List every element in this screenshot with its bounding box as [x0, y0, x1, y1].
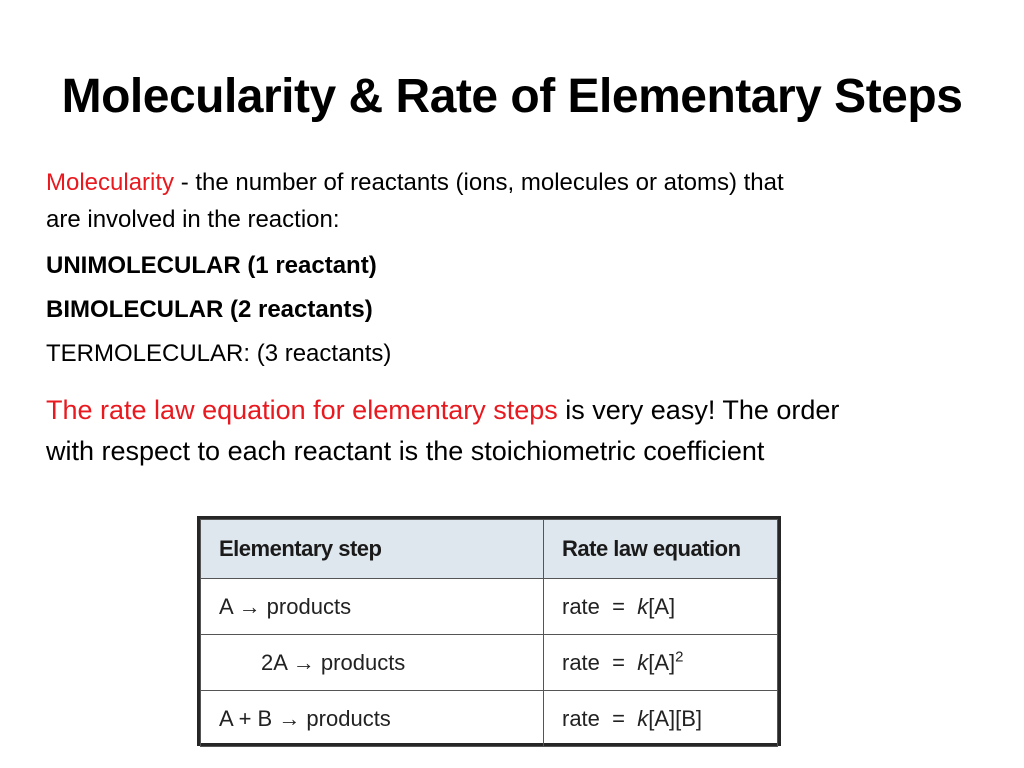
- definition-text-line2: are involved in the reaction:: [46, 206, 340, 233]
- header-rate-law-equation: Rate law equation: [544, 520, 778, 579]
- category-unimolecular: UNIMOLECULAR (1 reactant): [46, 252, 377, 279]
- rate-cell: [544, 635, 778, 691]
- rate-law-line2: with respect to each reactant is the stoichiometric coefficient: [46, 436, 765, 466]
- category-bimolecular: BIMOLECULAR (2 reactants): [46, 296, 373, 323]
- header-elementary-step: Elementary step: [201, 520, 544, 579]
- rate-cell: [544, 579, 778, 635]
- rate-concentration: [A][B]: [648, 705, 703, 731]
- rate-law-rest-line1: is very easy! The order: [557, 395, 840, 425]
- rate-constant: k: [637, 649, 649, 675]
- table-header-row: [201, 520, 778, 579]
- definition-text-line1: - the number of reactants (ions, molecules or atoms) that: [174, 169, 784, 196]
- rate-cell: [544, 691, 778, 747]
- molecularity-term: Molecularity: [46, 169, 175, 196]
- rate-law-highlight: The rate law equation for elementary steps: [46, 395, 558, 425]
- table-row: [201, 635, 778, 691]
- rate-constant: k: [637, 593, 649, 619]
- rate-prefix: rate =: [562, 705, 638, 731]
- table-row: [201, 691, 778, 747]
- step-cell: A → products: [201, 579, 544, 635]
- table-row: [201, 579, 778, 635]
- rate-exponent: 2: [675, 648, 684, 666]
- rate-law-statement: [46, 390, 986, 472]
- rate-law-table: [197, 516, 781, 746]
- rate-prefix: rate =: [562, 593, 638, 619]
- category-termolecular: TERMOLECULAR: (3 reactants): [46, 340, 392, 367]
- step-cell: 2A → products: [201, 635, 544, 691]
- rate-law-table-grid: [200, 519, 778, 747]
- step-cell: A + B → products: [201, 691, 544, 747]
- molecularity-definition: [46, 164, 986, 238]
- rate-concentration: [A]: [648, 649, 676, 675]
- rate-prefix: rate =: [562, 649, 638, 675]
- rate-constant: k: [637, 705, 649, 731]
- slide-body: [46, 164, 986, 472]
- rate-concentration: [A]: [648, 593, 676, 619]
- slide-title: Molecularity & Rate of Elementary Steps: [61, 70, 963, 123]
